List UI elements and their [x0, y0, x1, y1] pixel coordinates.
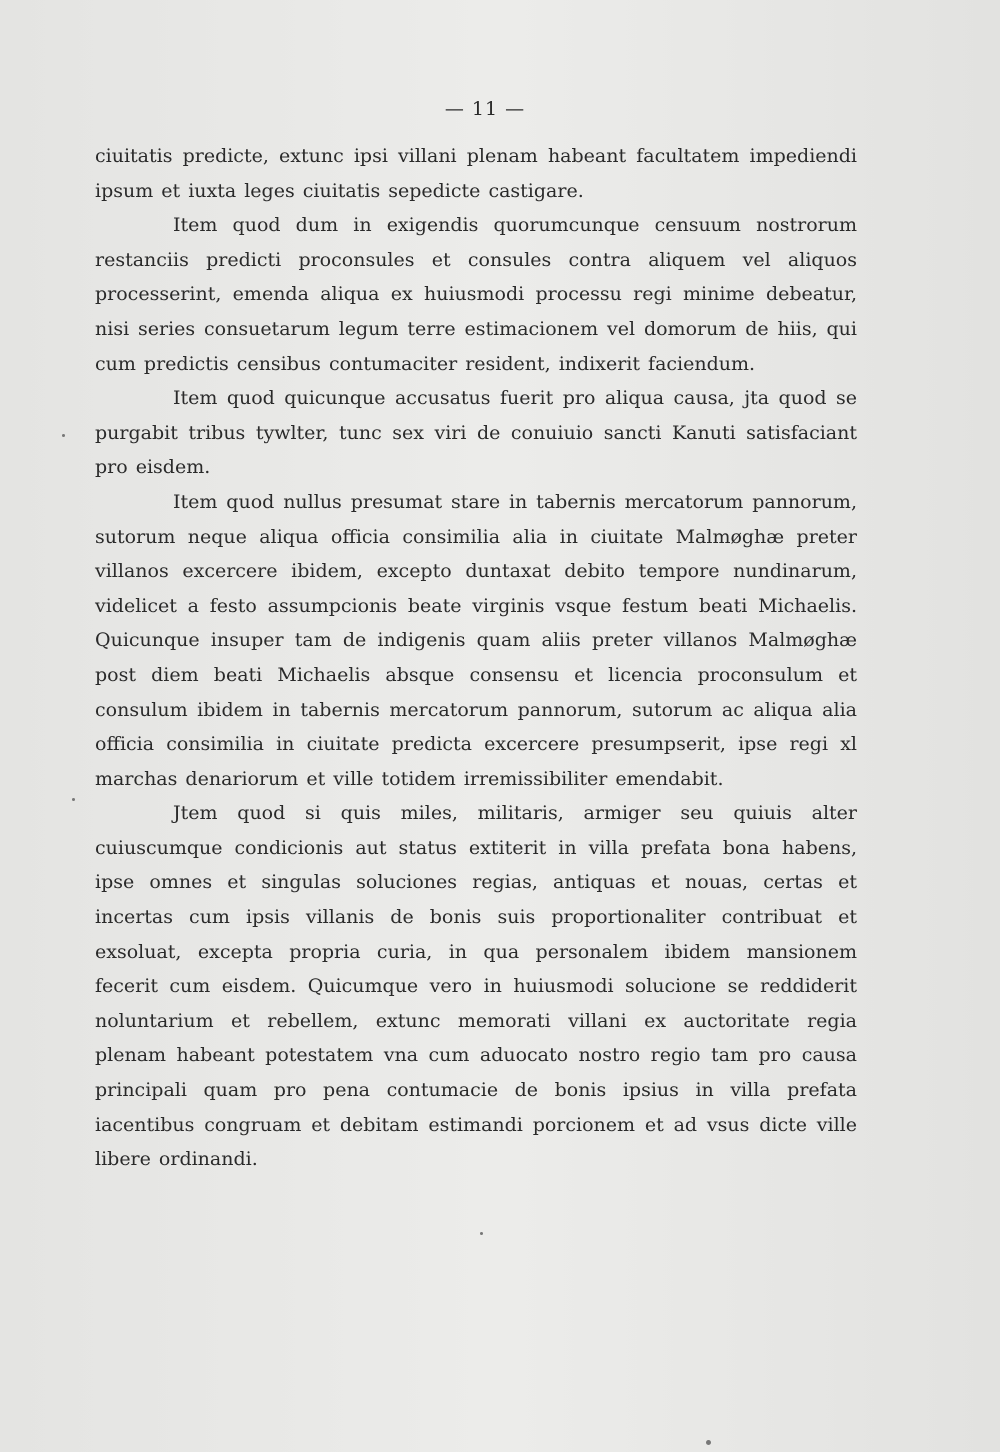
body-text — [95, 139, 857, 1177]
paper-speck — [62, 434, 65, 437]
paragraph-2: Item quod dum in exigendis quorumcunque censuum nostrorum restanciis predicti proconsules et consules contra aliquem vel aliquos processerint, emenda aliqua ex huiusmodi processu regi minime debeatur, nisi series consuetarum legum terre estimacionem vel domorum de hiis, qui cum predictis censibus contumaciter resident, indixerit faciendum. — [95, 214, 857, 375]
paper-speck — [706, 1440, 711, 1445]
paragraph-4: Item quod nullus presumat stare in tabernis mercatorum pannorum, sutorum neque aliqua officia consimilia alia in ciuitate Malmøghæ preter villanos excercere ibidem, excepto duntaxat debito tempore nundinarum, videlicet a festo assumpcionis beate virginis vsque festum beati Michaelis. Quicunque insuper tam de indigenis quam aliis preter villanos Malmøghæ post diem beati Michaelis absque consensu et licencia proconsulum et consulum ibidem in tabernis mercatorum pannorum, sutorum ac aliqua alia officia consimilia in ciuitate predicta excercere presumpserit, ipse regi xl marchas denariorum et ville totidem irremissibiliter emendabit. — [95, 490, 857, 790]
paragraph-5: Jtem quod si quis miles, militaris, armiger seu quiuis alter cuiuscumque condicionis aut status extiterit in villa prefata bona habens, ipse omnes et singulas soluciones regias, antiquas et nouas, certas et incertas cum ipsis villanis de bonis suis proportionaliter contribuat et exsoluat, excepta propria curia, in qua personalem ibidem mansionem fecerit cum eisdem. Quicumque vero in huiusmodi solucione se reddiderit noluntarium et rebellem, extunc memorati villani ex auctoritate regia plenam habeant potestatem vna cum aduocato nostro regio tam pro causa principali quam pro pena contumacie de bonis ipsius in villa prefata iacentibus congruam et debitam estimandi porcionem et ad vsus dicte ville libere ordinandi. — [95, 802, 857, 1171]
paper-speck — [480, 1232, 483, 1235]
paragraph-1: ciuitatis predicte, extunc ipsi villani plenam habeant facultatem impediendi ipsum et iuxta leges ciuitatis sepedicte castigare. — [95, 145, 857, 202]
paragraph-3: Item quod quicunque accusatus fuerit pro aliqua causa, jta quod se purgabit tribus tywlter, tunc sex viri de conuiuio sancti Kanuti satisfaciant pro eisdem. — [95, 387, 857, 479]
page-number: — 11 — — [444, 98, 526, 120]
paper-speck — [72, 798, 75, 801]
